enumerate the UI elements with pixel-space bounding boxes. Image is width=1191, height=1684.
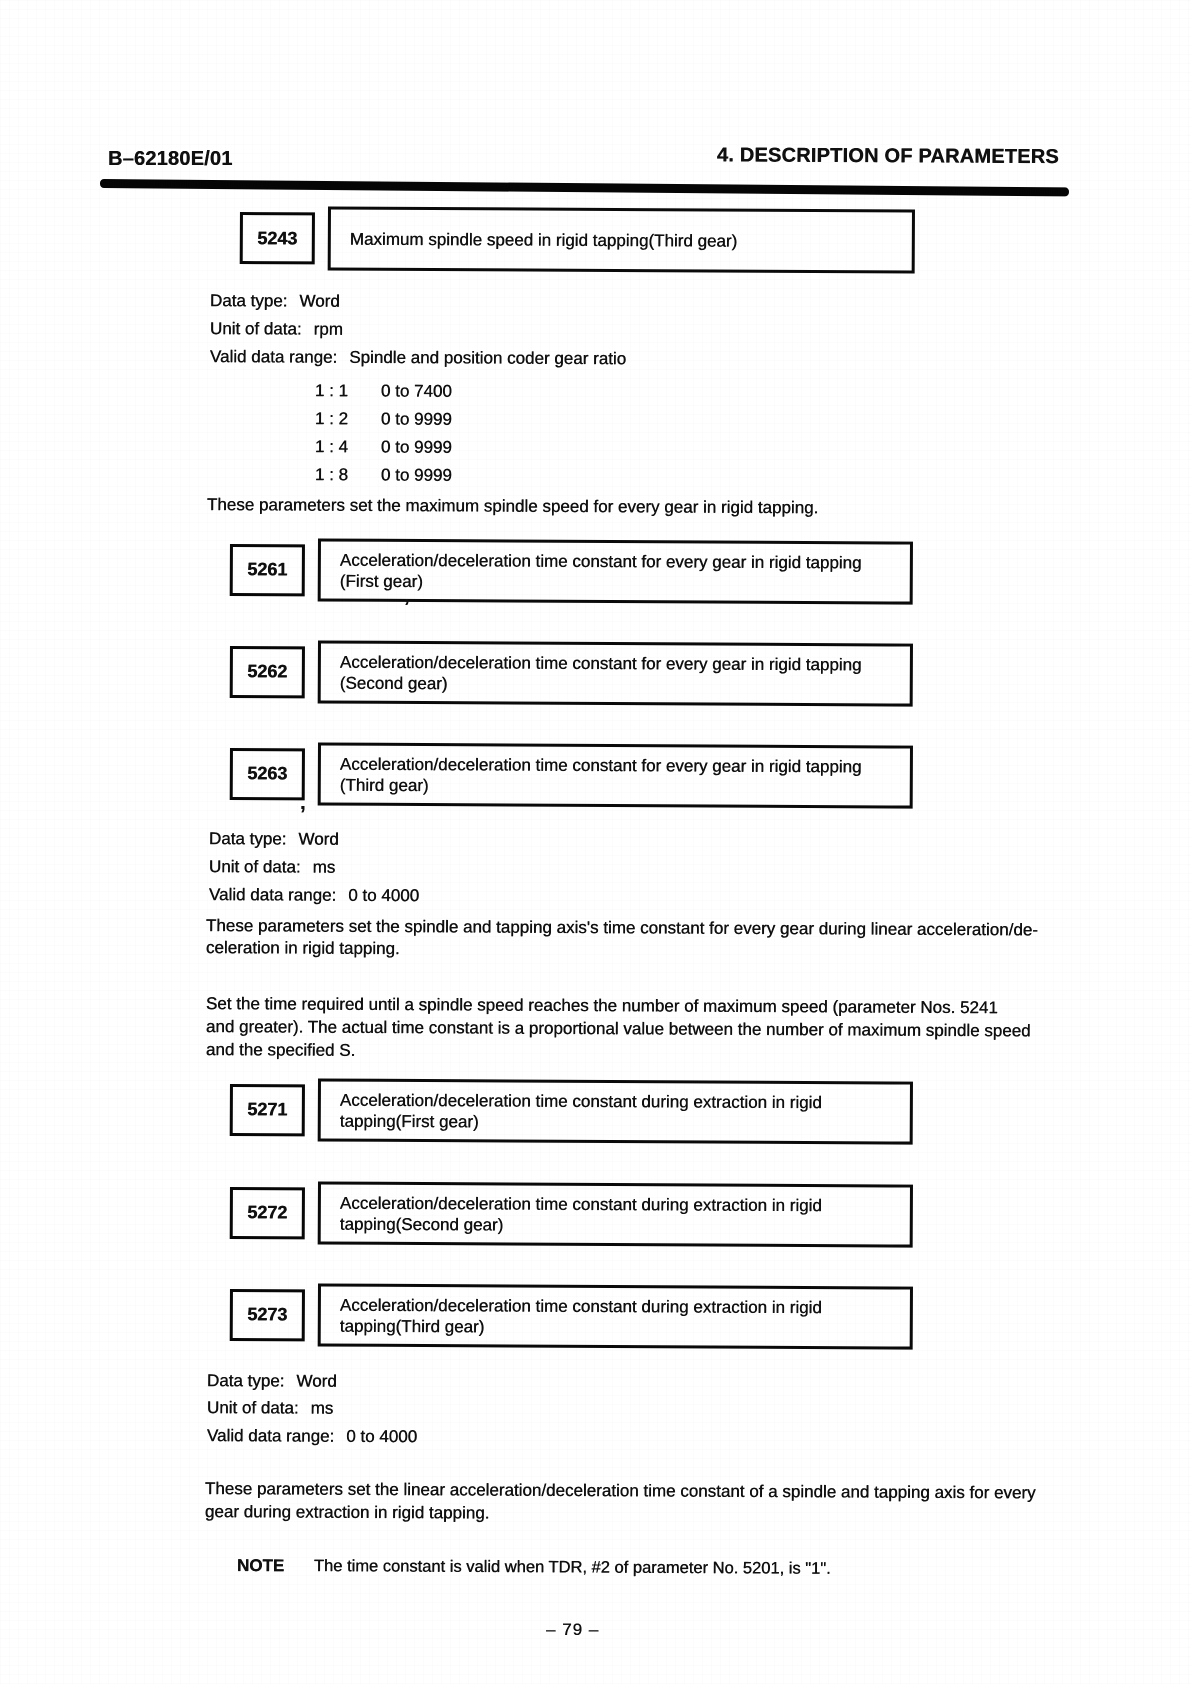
param-description-box [318, 640, 913, 706]
body-text-line: These parameters set the linear acceleration/deceleration time constant of a spindle and tapping axis for every [204, 1479, 1036, 1503]
param-description-box [318, 1078, 913, 1144]
spec-value: Spindle and position coder gear ratio [349, 347, 627, 369]
spec-value: 0 to 4000 [346, 1426, 418, 1447]
spec-label: Unit of data: [208, 857, 301, 877]
param-description-line: Acceleration/deceleration time constant during extraction in rigid [339, 1193, 822, 1215]
spec-label: Valid data range: [209, 347, 338, 367]
param-number-box: 5273 [230, 1288, 305, 1340]
spec-data-type [207, 1371, 337, 1392]
param-description-line: (Second gear) [339, 673, 448, 693]
spec-label: Unit of data: [209, 319, 302, 339]
spec-value: ms [310, 1398, 334, 1418]
param-row-5262 [230, 640, 913, 707]
spec-unit [207, 1398, 333, 1419]
spec-label: Data type: [209, 291, 288, 311]
scan-artifact-tick: ’ [404, 596, 410, 618]
note-text: The time constant is valid when TDR, #2 of parameter No. 5201, is "1". [313, 1557, 831, 1578]
spec-label: Data type: [208, 829, 287, 849]
doc-number: B–62180E/01 [108, 148, 233, 170]
body-text-line: These parameters set the maximum spindle speed for every gear in rigid tapping. [206, 495, 819, 518]
param-description-line: tapping(Third gear) [339, 1316, 485, 1336]
spec-label: Valid data range: [208, 885, 337, 905]
param-number-box: 5261 [230, 543, 305, 595]
param-description-line: Acceleration/deceleration time constant during extraction in rigid [339, 1090, 822, 1112]
spec-label: Data type: [206, 1371, 285, 1391]
param-description-box [318, 1283, 913, 1349]
spec-valid-range [207, 1426, 417, 1447]
body-text-line: celeration in rigid tapping. [205, 938, 400, 959]
param-number-box: 5263 [230, 747, 305, 799]
gear-ratio-row [315, 437, 452, 458]
param-description-line: Acceleration/deceleration time constant during extraction in rigid [339, 1295, 822, 1317]
param-description-box [328, 206, 915, 273]
gear-ratio: 1 : 2 [314, 409, 349, 429]
param-description-line: Maximum spindle speed in rigid tapping(Third gear) [349, 229, 738, 251]
body-text-line: gear during extraction in rigid tapping. [204, 1502, 490, 1523]
header-rule [100, 179, 1069, 196]
param-number-box: 5243 [240, 212, 315, 264]
gear-ratio-range: 0 to 7400 [380, 381, 452, 401]
param-description-line: Acceleration/deceleration time constant for every gear in rigid tapping [339, 550, 862, 572]
spec-value: Word [298, 829, 339, 849]
body-text-line: These parameters set the spindle and tapping axis's time constant for every gear during linear acceleration/de- [205, 916, 1038, 940]
param-description-line: (First gear) [339, 571, 423, 591]
spec-label: Valid data range: [206, 1426, 335, 1446]
gear-ratio-row [315, 465, 452, 486]
body-text-line: and the specified S. [205, 1040, 356, 1060]
param-row-5243 [240, 206, 915, 274]
gear-ratio-row [315, 381, 452, 402]
spec-valid-range [209, 885, 419, 906]
param-row-5271 [230, 1078, 913, 1145]
spec-data-type [209, 829, 339, 850]
note-label: NOTE [236, 1555, 285, 1576]
page-number: – 79 – [546, 1620, 600, 1639]
gear-ratio-range: 0 to 9999 [380, 465, 452, 485]
gear-ratio: 1 : 1 [314, 381, 349, 401]
chapter-title: 4. DESCRIPTION OF PARAMETERS [716, 144, 1059, 168]
body-text-line: Set the time required until a spindle speed reaches the number of maximum speed (parameter Nos. 5241 [205, 994, 998, 1018]
param-description-line: Acceleration/deceleration time constant for every gear in rigid tapping [339, 754, 862, 776]
body-text-line: and greater). The actual time constant is a proportional value between the number of maximum spindle speed [205, 1017, 1031, 1041]
gear-ratio: 1 : 8 [314, 465, 349, 485]
param-description-box [318, 538, 913, 604]
param-description-line: (Third gear) [339, 775, 429, 795]
spec-unit [210, 319, 343, 340]
spec-value: Word [296, 1371, 337, 1391]
spec-label: Unit of data: [206, 1398, 299, 1418]
param-description-box [318, 1181, 913, 1247]
param-row-5263 [230, 742, 913, 809]
spec-data-type [210, 291, 340, 312]
spec-unit [209, 857, 335, 878]
spec-valid-range [210, 347, 626, 369]
param-number-box: 5262 [230, 645, 305, 697]
spec-value: Word [299, 291, 340, 311]
param-description-line: tapping(First gear) [339, 1111, 479, 1131]
param-description-line: tapping(Second gear) [339, 1214, 504, 1234]
gear-ratio-row [315, 409, 452, 430]
spec-value: 0 to 4000 [348, 885, 420, 906]
scan-artifact-comma: , [300, 792, 306, 814]
param-row-5272 [230, 1181, 913, 1248]
param-number-box: 5271 [230, 1083, 305, 1135]
param-description-line: Acceleration/deceleration time constant for every gear in rigid tapping [339, 652, 862, 674]
param-row-5261 [230, 538, 913, 605]
param-number-box: 5272 [230, 1186, 305, 1238]
spec-value: rpm [313, 319, 343, 339]
gear-ratio-range: 0 to 9999 [380, 437, 452, 457]
gear-ratio-range: 0 to 9999 [380, 409, 452, 429]
param-description-box [318, 742, 913, 808]
param-row-5273 [230, 1283, 913, 1350]
spec-value: ms [312, 857, 336, 877]
gear-ratio: 1 : 4 [314, 437, 349, 457]
